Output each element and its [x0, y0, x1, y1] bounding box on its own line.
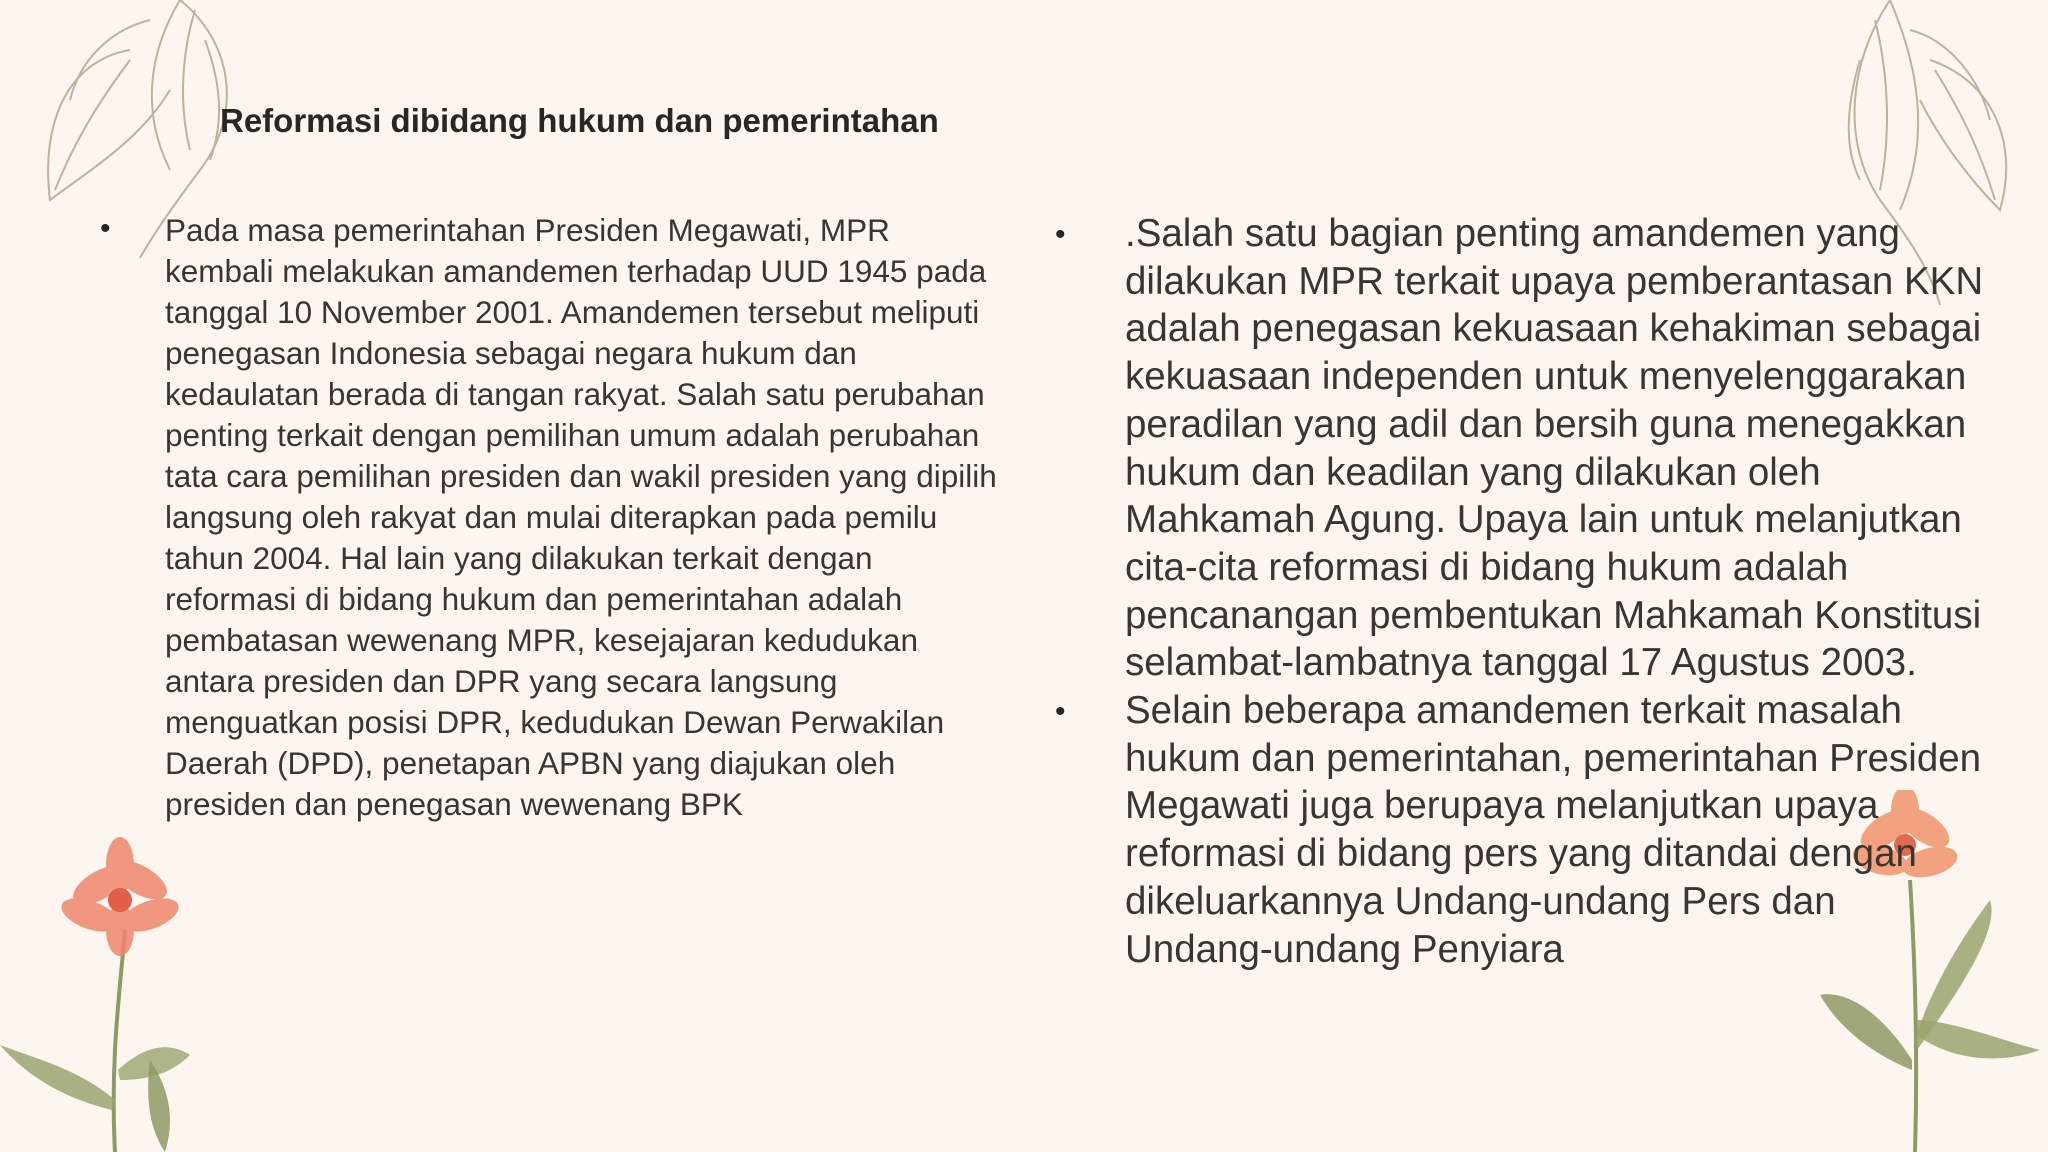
bullet-icon: • — [1055, 695, 1066, 729]
bullet-icon: • — [1055, 218, 1066, 251]
list-item-text: .Salah satu bagian penting amandemen yang dilakukan MPR terkait upaya pemberantasan KKN adalah penegasan kekuasaan kehakiman sebagai kekuasaan independen untuk menyelenggarakan peradilan yang adil dan bersih guna menegakkan hukum dan keadilan yang dilakukan oleh Mahkamah Agung. Upaya lain untuk melanjutkan cita-cita reformasi di bidang hukum adalah pencanangan pembentukan Mahkamah Konstitusi selambat-lambatnya tanggal 17 Agustus 2003. — [1125, 212, 1984, 685]
list-item — [1055, 210, 1984, 687]
flower-bottom-left-icon — [0, 830, 250, 1152]
slide-title: Reformasi dibidang hukum dan pemerintahan — [220, 102, 939, 139]
list-item-text: Selain beberapa amandemen terkait masalah hukum dan pemerintahan, pemerintahan Presiden Megawati juga berupaya melanjutkan upaya reformasi di bidang pers yang ditandai dengan dikeluarkannya Undang-undang Pers dan Undang-undang Penyiara — [1125, 689, 1982, 971]
list-item — [100, 210, 1000, 825]
left-bullet-list — [100, 210, 1000, 825]
list-item — [1055, 687, 1980, 973]
bullet-icon: • — [100, 212, 111, 245]
right-bullet-list — [1055, 210, 1984, 973]
list-item-text: Pada masa pemerintahan Presiden Megawati, MPR kembali melakukan amandemen terhadap UUD 1945 pada tanggal 10 November 2001. Amandemen tersebut meliputi penegasan Indonesia sebagai negara hukum dan kedaulatan berada di tangan rakyat. Salah satu perubahan penting terkait dengan pemilihan umum adalah perubahan tata cara pemilihan presiden dan wakil presiden yang dipilih langsung oleh rakyat dan mulai diterapkan pada pemilu tahun 2004. Hal lain yang dilakukan terkait dengan reformasi di bidang hukum dan pemerintahan adalah pembatasan wewenang MPR, kesejajaran kedudukan antara presiden dan DPR yang secara langsung menguatkan posisi DPR, kedudukan Dewan Perwakilan Daerah (DPD), penetapan APBN yang diajukan oleh presiden dan penegasan wewenang BPK — [165, 212, 997, 822]
